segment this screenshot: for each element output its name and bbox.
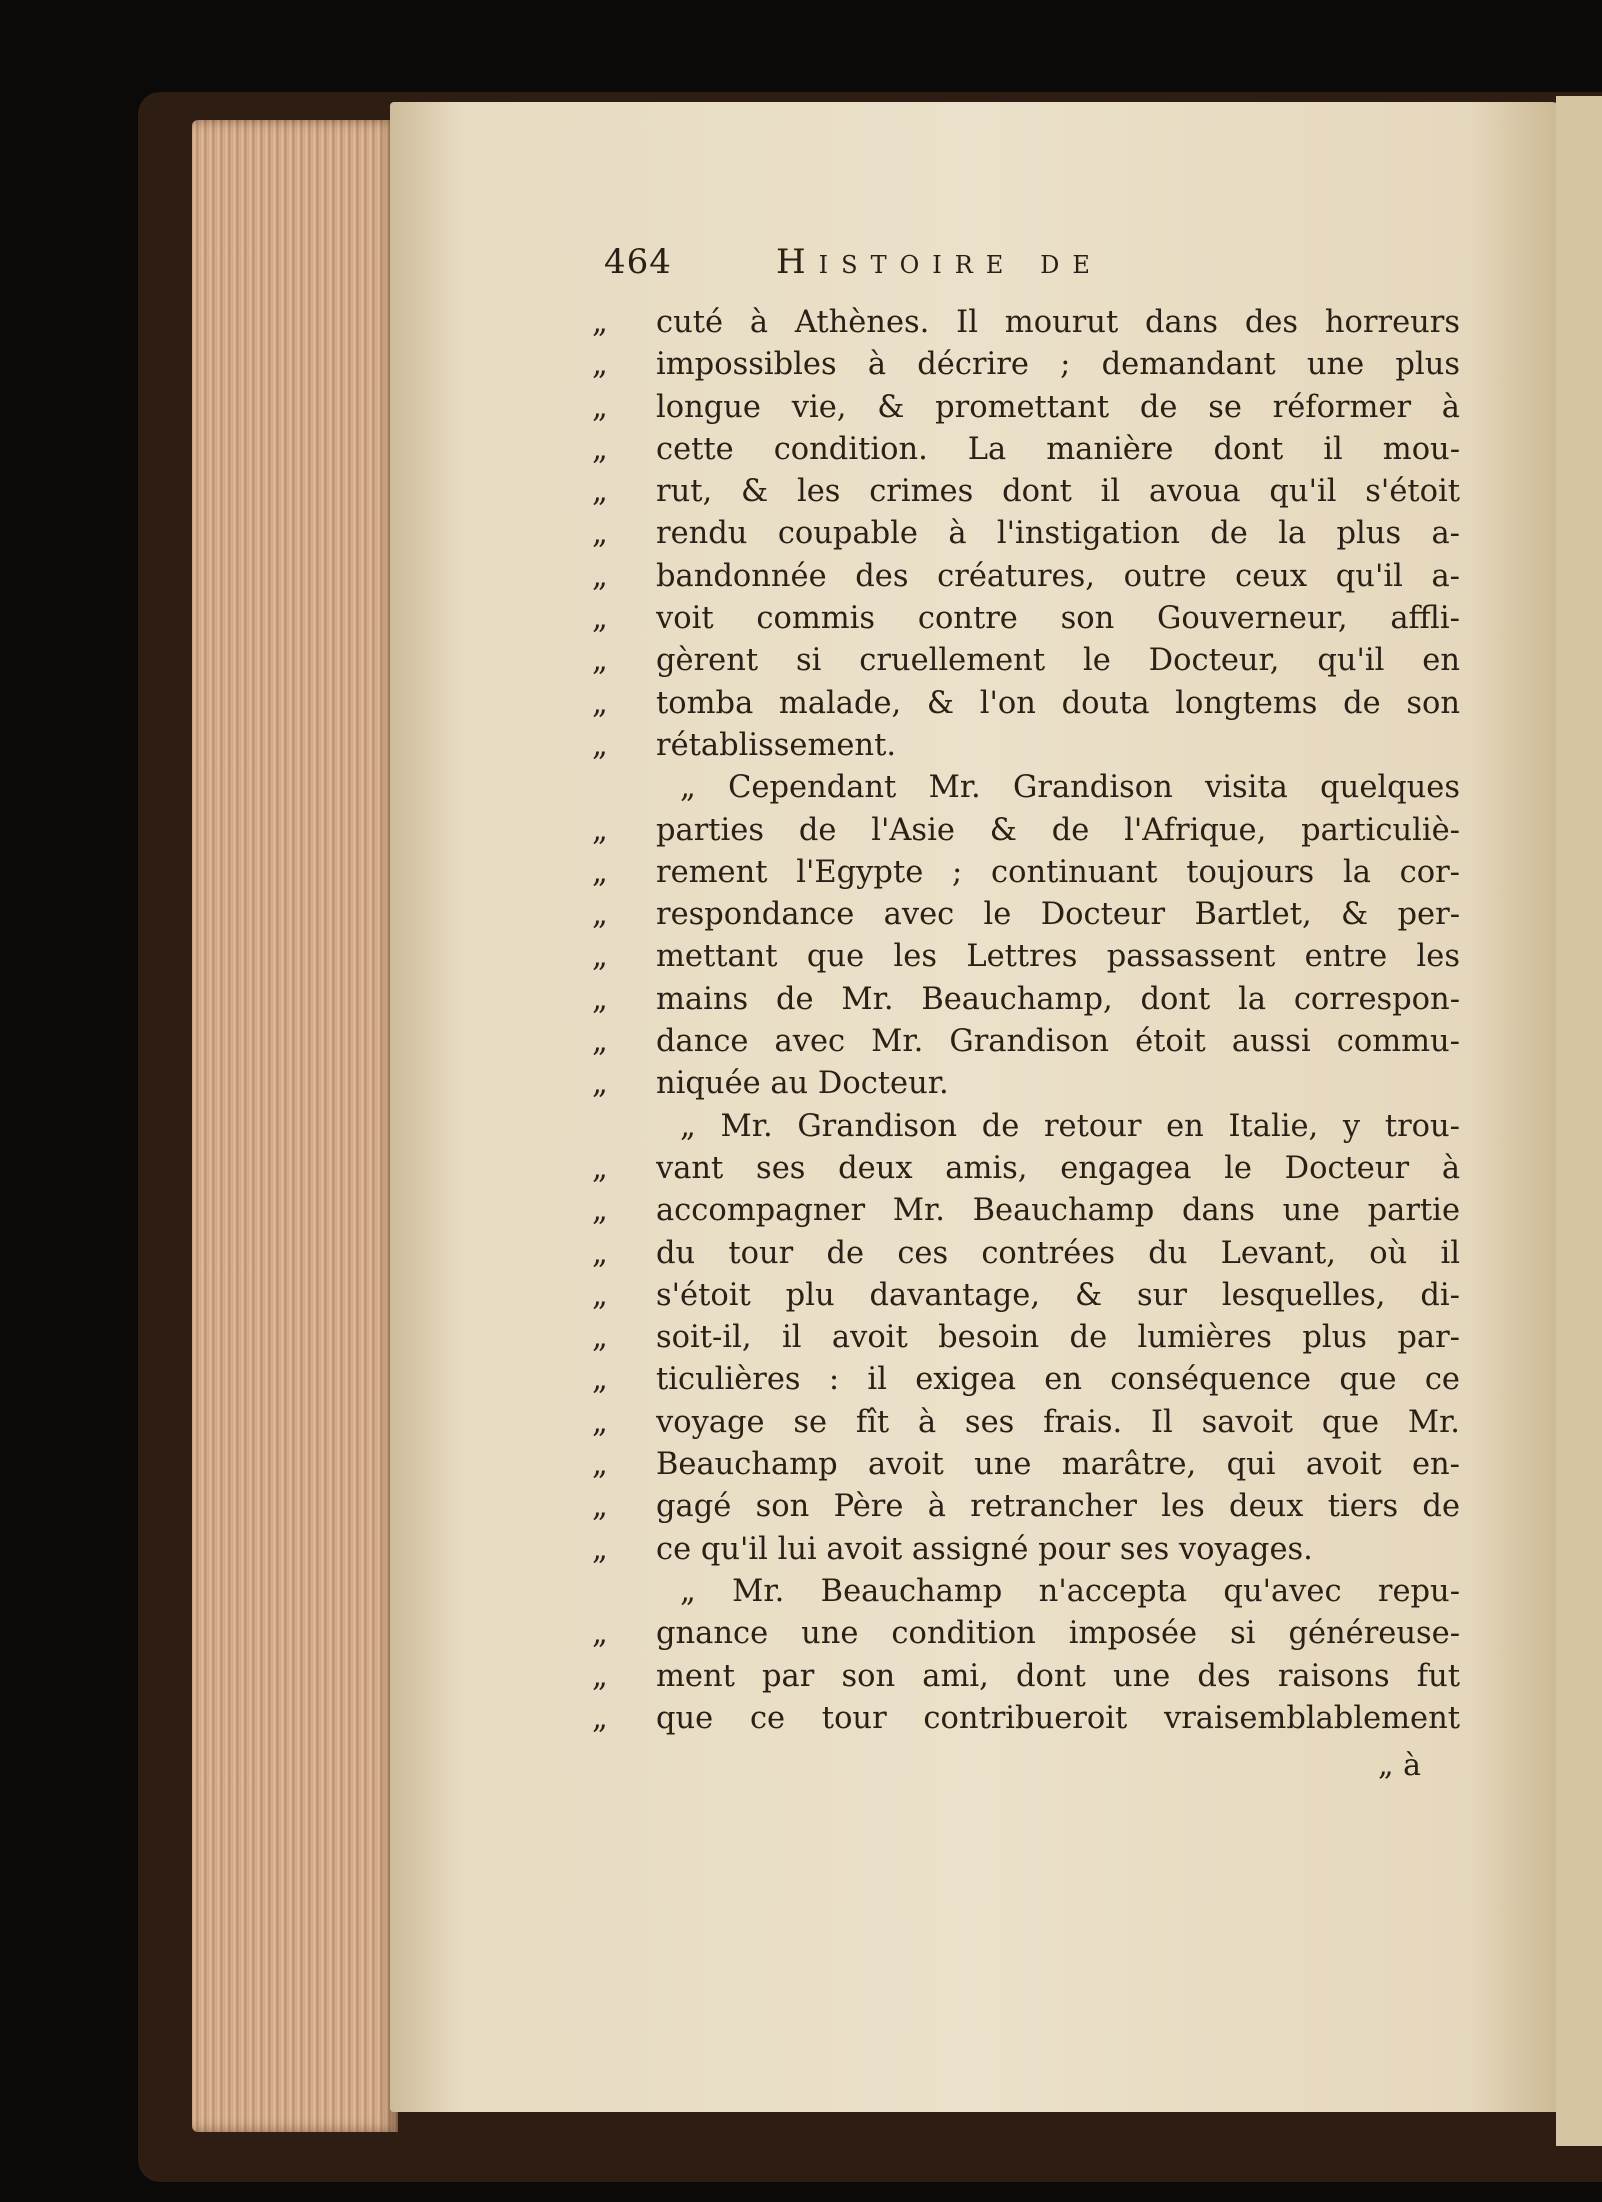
text-line <box>592 1233 1460 1275</box>
text-line <box>592 1444 1460 1486</box>
text-line <box>592 1317 1460 1359</box>
text-line <box>592 1021 1460 1063</box>
text-line <box>592 767 1460 809</box>
quote-mark: „ <box>592 727 608 763</box>
text-line <box>592 1698 1460 1740</box>
text-line <box>592 598 1460 640</box>
text-line <box>592 1106 1460 1148</box>
line-text: s'étoit plu davantage, & sur lesquelles, di- <box>656 1277 1460 1313</box>
line-text: du tour de ces contrées du Levant, où il <box>656 1235 1460 1271</box>
quote-mark: „ <box>592 431 608 467</box>
line-text: rétablissement. <box>656 727 897 763</box>
quote-mark: „ <box>592 1193 608 1229</box>
text-line <box>592 894 1460 936</box>
line-text: ment par son ami, dont une des raisons fut <box>656 1658 1460 1694</box>
text-line <box>592 429 1460 471</box>
line-text: mettant que les Lettres passassent entre les <box>656 939 1460 975</box>
line-text: respondance avec le Docteur Bartlet, & per- <box>656 897 1460 933</box>
text-line <box>592 1275 1460 1317</box>
line-text: gagé son Père à retrancher les deux tiers de <box>656 1489 1460 1525</box>
text-line <box>592 302 1460 344</box>
line-text: Beauchamp avoit une marâtre, qui avoit en- <box>656 1447 1460 1483</box>
text-line <box>592 387 1460 429</box>
page-number: 464 <box>604 242 672 282</box>
text-line <box>592 1486 1460 1528</box>
quote-mark: „ <box>592 685 608 721</box>
text-line <box>592 1148 1460 1190</box>
line-text: gnance une condition imposée si généreuse- <box>656 1616 1460 1652</box>
quote-mark: „ <box>592 1489 608 1525</box>
quote-mark: „ <box>592 981 608 1017</box>
quote-mark: „ <box>592 305 608 340</box>
text-line <box>592 1190 1460 1232</box>
quote-mark: „ <box>592 1616 608 1652</box>
running-title: Histoire de <box>776 242 1103 282</box>
line-text: vant ses deux amis, engagea le Docteur à <box>656 1150 1460 1186</box>
text-line <box>592 556 1460 598</box>
text-line <box>592 936 1460 978</box>
line-text: longue vie, & promettant de se réformer à <box>656 389 1460 425</box>
text-line <box>592 471 1460 513</box>
line-text: accompagner Mr. Beauchamp dans une partie <box>656 1193 1460 1229</box>
line-text: rendu coupable à l'instigation de la plus a- <box>656 516 1460 552</box>
line-text: cuté à Athènes. Il mourut dans des horreurs <box>656 305 1460 340</box>
line-text: que ce tour contribueroit vraisemblablement <box>656 1700 1460 1736</box>
quote-mark: „ <box>592 1277 608 1313</box>
line-text: impossibles à décrire ; demandant une plus <box>656 347 1460 383</box>
text-line <box>592 1529 1460 1571</box>
catchword: „ à <box>1378 1748 1421 1783</box>
text-line <box>592 513 1460 555</box>
quote-mark: „ <box>592 1362 608 1398</box>
line-text: mains de Mr. Beauchamp, dont la correspon- <box>656 981 1460 1017</box>
line-text: parties de l'Asie & de l'Afrique, particuliè- <box>656 812 1460 848</box>
quote-mark: „ <box>592 812 608 848</box>
quote-mark: „ <box>592 1066 608 1102</box>
text-line <box>592 1402 1460 1444</box>
line-text: „ Mr. Grandison de retour en Italie, y trou- <box>680 1108 1460 1144</box>
line-text: ce qu'il lui avoit assigné pour ses voyages. <box>656 1531 1313 1567</box>
line-text: dance avec Mr. Grandison étoit aussi commu- <box>656 1024 1460 1060</box>
quote-mark: „ <box>592 1150 608 1186</box>
line-text: voit commis contre son Gouverneur, affli- <box>656 601 1460 637</box>
quote-mark: „ <box>592 1024 608 1060</box>
line-text: rut, & les crimes dont il avoua qu'il s'étoit <box>656 474 1460 510</box>
line-text: tomba malade, & l'on douta longtems de son <box>656 685 1460 721</box>
text-line <box>592 852 1460 894</box>
quote-mark: „ <box>592 1447 608 1483</box>
line-text: gèrent si cruellement le Docteur, qu'il en <box>656 643 1460 679</box>
text-line <box>592 683 1460 725</box>
text-line <box>592 1571 1460 1613</box>
line-text: „ Cependant Mr. Grandison visita quelques <box>680 770 1460 806</box>
line-text: bandonnée des créatures, outre ceux qu'il a- <box>656 558 1460 594</box>
line-text: ticulières : il exigea en conséquence que ce <box>656 1362 1460 1398</box>
text-line <box>592 640 1460 682</box>
line-text: cette condition. La manière dont il mou- <box>656 431 1460 467</box>
quote-mark: „ <box>592 347 608 383</box>
text-line <box>592 1359 1460 1401</box>
text-line <box>592 725 1460 767</box>
line-text: soit-il, il avoit besoin de lumières plus par- <box>656 1320 1460 1356</box>
line-text: rement l'Egypte ; continuant toujours la cor- <box>656 854 1460 890</box>
quote-mark: „ <box>592 601 608 637</box>
quote-mark: „ <box>592 1235 608 1271</box>
quote-mark: „ <box>592 389 608 425</box>
text-block <box>592 302 1460 1740</box>
quote-mark: „ <box>592 1531 608 1567</box>
quote-mark: „ <box>592 558 608 594</box>
text-line <box>592 1063 1460 1105</box>
quote-mark: „ <box>592 897 608 933</box>
quote-mark: „ <box>592 939 608 975</box>
quote-mark: „ <box>592 516 608 552</box>
text-line <box>592 344 1460 386</box>
page-edges <box>192 120 398 2132</box>
quote-mark: „ <box>592 1320 608 1356</box>
quote-mark: „ <box>592 1404 608 1440</box>
quote-mark: „ <box>592 474 608 510</box>
quote-mark: „ <box>592 854 608 890</box>
line-text: „ Mr. Beauchamp n'accepta qu'avec repu- <box>680 1573 1460 1609</box>
quote-mark: „ <box>592 1700 608 1736</box>
quote-mark: „ <box>592 1658 608 1694</box>
text-line <box>592 979 1460 1021</box>
text-line <box>592 1656 1460 1698</box>
text-line <box>592 1613 1460 1655</box>
line-text: niquée au Docteur. <box>656 1066 949 1102</box>
quote-mark: „ <box>592 643 608 679</box>
text-line <box>592 810 1460 852</box>
line-text: voyage se fît à ses frais. Il savoit que Mr. <box>656 1404 1460 1440</box>
facing-page-edge <box>1556 96 1602 2146</box>
